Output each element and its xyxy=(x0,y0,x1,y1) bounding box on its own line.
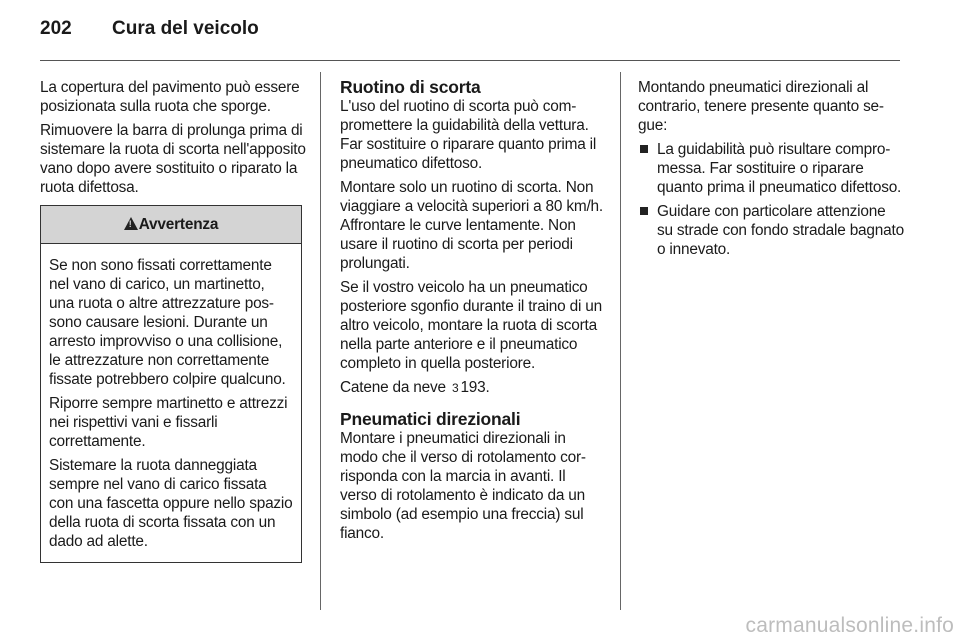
column-2 xyxy=(340,78,606,548)
reference-text: Catene da neve xyxy=(340,379,446,396)
list-item: La guidabilità può risultare compromessa. Far sostituire o riparare quanto prima il pneumatico difettoso. xyxy=(638,140,904,197)
warning-body xyxy=(41,244,301,562)
paragraph: Se il vostro veicolo ha un pneumatico posteriore sgonfio durante il traino di un altro veicolo, montare la ruota di scorta nella parte anteriore e il pneumatico completo in quella posteriore. xyxy=(340,279,602,372)
paragraph: Montando pneumatici direzionali al contrario, tenere presente quanto segue: xyxy=(638,79,885,134)
paragraph: Rimuovere la barra di prolunga prima di sistemare la ruota di scorta nell'apposito vano dopo avere sostituito o riparato la ruota difettosa. xyxy=(40,122,306,196)
paragraph: La copertura del pavimento può essere posizionata sulla ruota che sporge. xyxy=(40,79,300,115)
column-3 xyxy=(638,78,904,264)
page-reference-link[interactable]: 193. xyxy=(460,379,490,396)
watermark: carmanualsonline.info xyxy=(745,614,954,637)
header-divider xyxy=(40,60,900,61)
list-item: Guidare con particolare attenzione su strade con fondo stradale bagnato o innevato. xyxy=(638,202,904,259)
paragraph-with-reference xyxy=(340,378,606,398)
warning-title: Avvertenza xyxy=(138,216,219,233)
column-divider-2 xyxy=(620,72,621,610)
warning-paragraph: Se non sono fissati correttamente nel vano di carico, un martinetto, una ruota o altre attrezzature possono causare lesioni. Durante un arresto improvviso o una collisione, le attrezzature non correttamente fissate potrebbero colpire qualcuno. xyxy=(49,257,286,388)
warning-triangle-icon xyxy=(124,217,138,230)
column-1 xyxy=(40,78,306,563)
warning-header xyxy=(41,206,301,244)
section-heading-spare-wheel: Ruotino di scorta xyxy=(340,77,481,97)
paragraph: Montare solo un ruotino di scorta. Non viaggiare a velocità superiori a 80 km/h. Affrontare le curve lentamente. Non usare il ruotino di scorta per periodi prolungati. xyxy=(340,179,603,272)
warning-paragraph: Riporre sempre martinetto e attrezzi nei rispettivi vani e fissarli correttamente. xyxy=(49,395,288,450)
paragraph: Montare i pneumatici direzionali in modo che il verso di rotolamento corrisponda con la marcia in avanti. Il verso di rotolamento è indicato da un simbolo (ad esempio una freccia) sul fianco. xyxy=(340,430,587,542)
page-reference-icon: 3 xyxy=(451,381,459,395)
section-heading-directional-tyres: Pneumatici direzionali xyxy=(340,409,521,429)
paragraph: L'uso del ruotino di scorta può compromettere la guidabilità della vettura. Far sostituire o riparare quanto prima il pneumatico difettoso. xyxy=(340,98,597,172)
page-number: 202 xyxy=(40,18,72,39)
warning-paragraph: Sistemare la ruota danneggiata sempre nel vano di carico fissata con una fascetta oppure nello spazio della ruota di scorta fissata con un dado ad alette. xyxy=(49,457,293,550)
page-title: Cura del veicolo xyxy=(112,18,259,39)
bullet-list xyxy=(638,140,904,259)
page-header xyxy=(40,18,259,48)
warning-box xyxy=(40,205,302,563)
column-divider-1 xyxy=(320,72,321,610)
